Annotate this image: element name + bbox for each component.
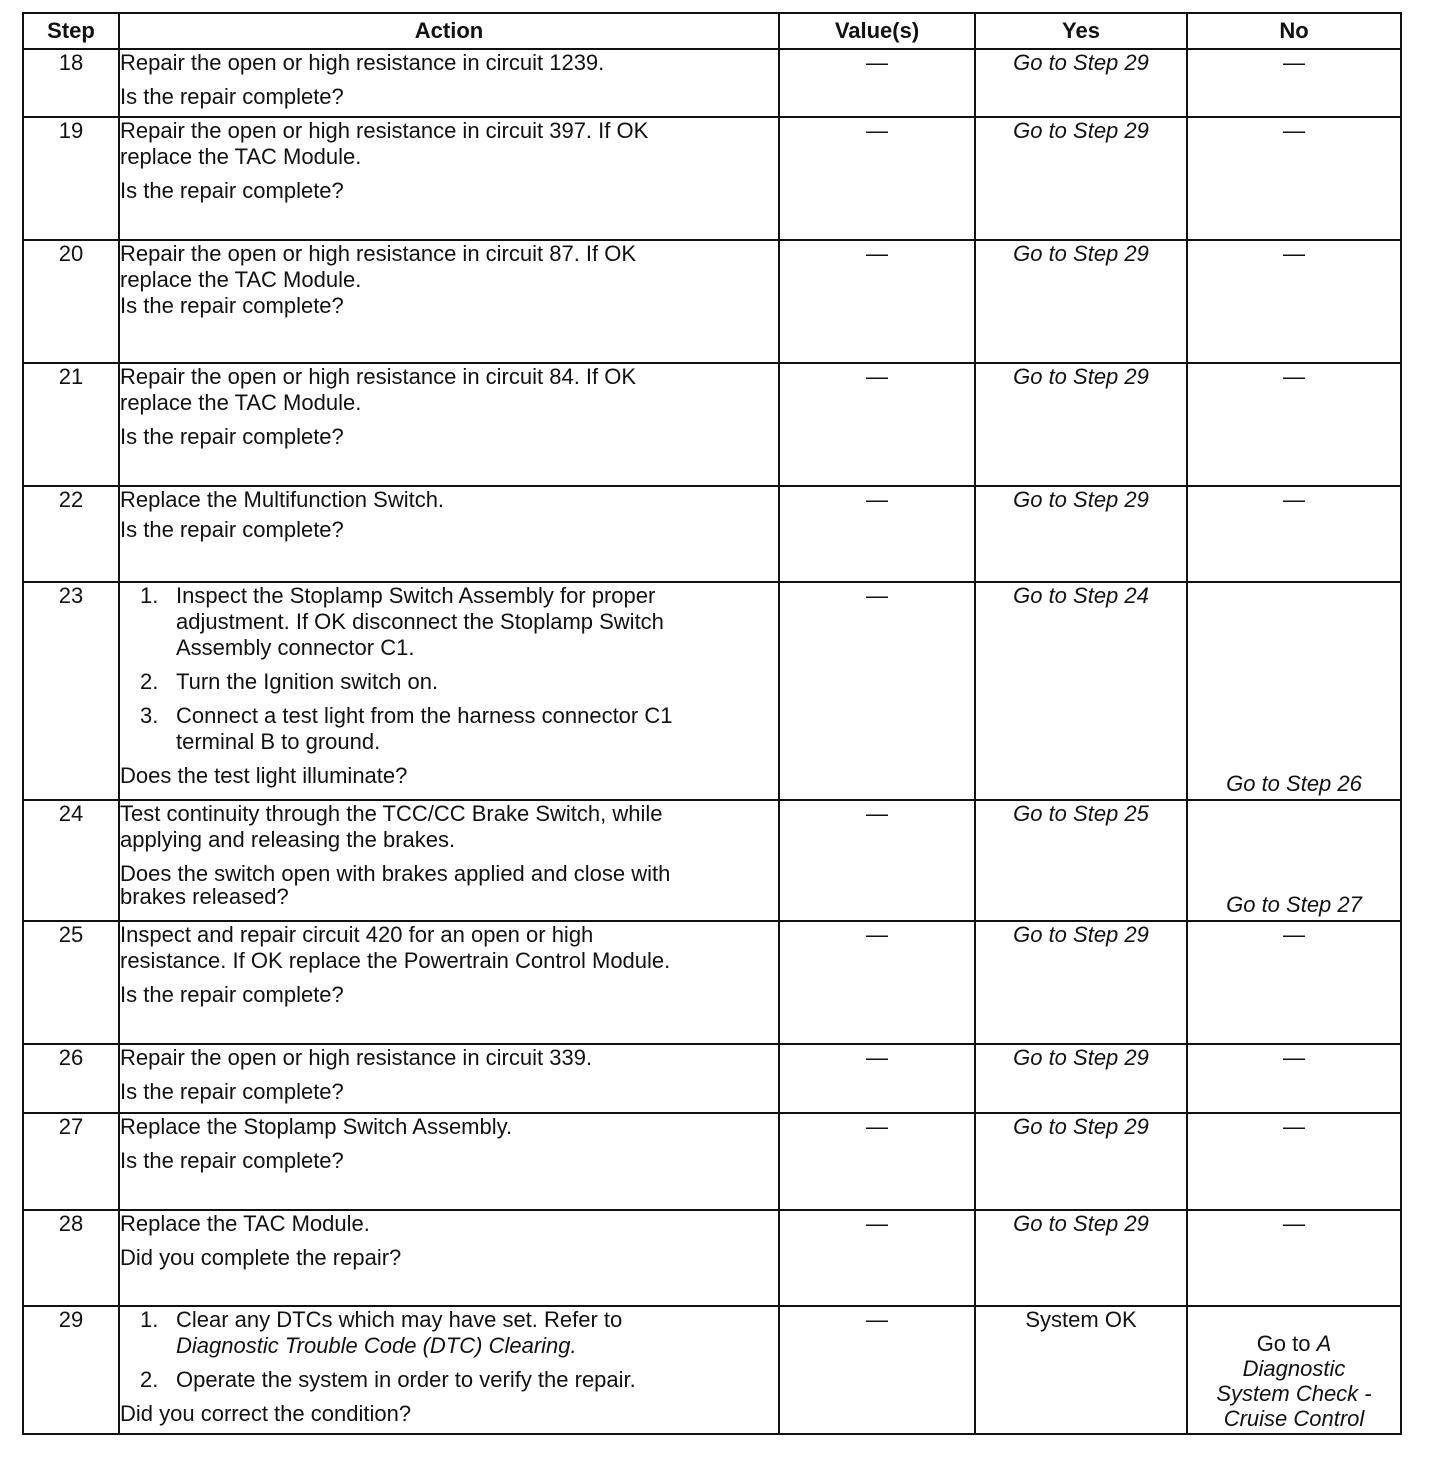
yes-cell: Go to Step 29 [975,363,1187,486]
no-cell: Go to Step 26 [1187,582,1401,800]
action-line: replace the TAC Module. [120,267,362,292]
action-line: Replace the Stoplamp Switch Assembly. [120,1114,513,1139]
action-line: Replace the TAC Module. [120,1211,370,1236]
action-question: Is the repair complete? [120,982,344,1007]
action-question: Is the repair complete? [120,293,344,318]
action-cell [119,582,779,800]
list-number: 1. [140,583,159,608]
no-cell: Go to Step 27 [1187,800,1401,921]
list-item [120,1367,778,1393]
action-line: Repair the open or high resistance in circuit 87. If OK [120,241,637,266]
action-cell [119,240,779,363]
yes-cell: Go to Step 29 [975,1113,1187,1210]
value-cell: — [779,117,975,240]
no-goto-line [1188,1331,1400,1356]
table-row [23,117,1401,240]
no-goto-prefix: Go to [1256,1331,1317,1356]
header-action: Action [119,13,779,49]
step-number: 29 [23,1306,119,1434]
list-line: Inspect the Stoplamp Switch Assembly for proper [176,583,656,608]
list-line: Connect a test light from the harness connector C1 [176,703,673,728]
header-row [23,13,1401,49]
action-line: resistance. If OK replace the Powertrain Control Module. [120,948,671,973]
no-cell [1187,1306,1401,1434]
action-cell [119,117,779,240]
step-number: 22 [23,486,119,582]
numbered-list [120,583,778,755]
value-cell: — [779,921,975,1044]
action-question: Did you complete the repair? [120,1245,402,1270]
value-cell: — [779,240,975,363]
action-line: Repair the open or high resistance in circuit 397. If OK [120,118,649,143]
action-question: Is the repair complete? [120,1148,344,1173]
step-number: 19 [23,117,119,240]
value-cell: — [779,1044,975,1113]
list-item [120,583,778,661]
no-goto-line: System Check - [1216,1381,1372,1406]
table-row [23,800,1401,921]
table-row [23,363,1401,486]
action-cell [119,486,779,582]
value-cell: — [779,582,975,800]
header-step: Step [23,13,119,49]
table-row [23,1044,1401,1113]
table-row [23,240,1401,363]
step-number: 26 [23,1044,119,1113]
step-number: 21 [23,363,119,486]
list-line: Clear any DTCs which may have set. Refer to [176,1307,623,1332]
yes-cell: Go to Step 29 [975,1210,1187,1306]
table-row [23,921,1401,1044]
yes-cell: System OK [975,1306,1187,1434]
action-cell [119,1210,779,1306]
no-cell: — [1187,49,1401,117]
value-cell: — [779,49,975,117]
no-cell: — [1187,486,1401,582]
action-line: Repair the open or high resistance in circuit 1239. [120,50,605,75]
action-question: Is the repair complete? [120,424,344,449]
yes-cell: Go to Step 29 [975,486,1187,582]
list-number: 2. [140,669,159,694]
table-row [23,486,1401,582]
action-cell [119,921,779,1044]
action-line: Repair the open or high resistance in circuit 84. If OK [120,364,637,389]
diagnostic-table [22,12,1402,1435]
action-cell [119,1044,779,1113]
header-values: Value(s) [779,13,975,49]
list-line: Assembly connector C1. [176,635,415,660]
dtc-clearing-reference: Diagnostic Trouble Code (DTC) Clearing. [176,1333,577,1358]
action-question: Does the test light illuminate? [120,763,408,788]
action-question: Did you correct the condition? [120,1401,412,1426]
table-row [23,1113,1401,1210]
action-cell [119,363,779,486]
action-question: Is the repair complete? [120,84,344,109]
list-number: 2. [140,1367,159,1392]
list-number: 1. [140,1307,159,1332]
yes-cell: Go to Step 29 [975,240,1187,363]
list-line: Turn the Ignition switch on. [176,669,439,694]
header-yes: Yes [975,13,1187,49]
header-no: No [1187,13,1401,49]
no-cell: — [1187,240,1401,363]
no-cell: — [1187,117,1401,240]
no-cell: — [1187,363,1401,486]
action-question: Is the repair complete? [120,178,344,203]
list-line: Operate the system in order to verify the repair. [176,1367,636,1392]
action-question: brakes released? [120,884,289,909]
step-number: 25 [23,921,119,1044]
no-goto-a: A [1316,1331,1332,1356]
no-cell: — [1187,921,1401,1044]
action-question: Does the switch open with brakes applied and close with [120,861,671,886]
no-cell: — [1187,1044,1401,1113]
step-number: 28 [23,1210,119,1306]
list-number: 3. [140,703,159,728]
action-question: Is the repair complete? [120,517,344,542]
action-line: Replace the Multifunction Switch. [120,487,445,512]
value-cell: — [779,1113,975,1210]
yes-cell: Go to Step 25 [975,800,1187,921]
table-row [23,1210,1401,1306]
yes-cell: Go to Step 24 [975,582,1187,800]
list-line: adjustment. If OK disconnect the Stoplamp Switch [176,609,664,634]
list-item [120,703,778,755]
yes-cell: Go to Step 29 [975,49,1187,117]
action-line: Repair the open or high resistance in circuit 339. [120,1045,593,1070]
action-cell [119,1306,779,1434]
action-line: applying and releasing the brakes. [120,827,456,852]
no-cell: — [1187,1210,1401,1306]
table-row [23,582,1401,800]
action-question: Is the repair complete? [120,1079,344,1104]
table-row [23,49,1401,117]
no-goto-line: Cruise Control [1223,1406,1365,1431]
value-cell: — [779,363,975,486]
value-cell: — [779,800,975,921]
table-row [23,1306,1401,1434]
value-cell: — [779,1306,975,1434]
yes-cell: Go to Step 29 [975,117,1187,240]
value-cell: — [779,486,975,582]
action-cell [119,49,779,117]
step-number: 27 [23,1113,119,1210]
action-line: Test continuity through the TCC/CC Brake Switch, while [120,801,663,826]
step-number: 24 [23,800,119,921]
no-cell: — [1187,1113,1401,1210]
yes-cell: Go to Step 29 [975,1044,1187,1113]
list-item [120,1307,778,1359]
step-number: 23 [23,582,119,800]
action-line: replace the TAC Module. [120,390,362,415]
list-item [120,669,778,695]
action-line: Inspect and repair circuit 420 for an open or high [120,922,594,947]
numbered-list [120,1307,778,1393]
yes-cell: Go to Step 29 [975,921,1187,1044]
step-number: 20 [23,240,119,363]
value-cell: — [779,1210,975,1306]
action-cell [119,1113,779,1210]
action-cell [119,800,779,921]
list-line: terminal B to ground. [176,729,381,754]
action-line: replace the TAC Module. [120,144,362,169]
no-goto-line: Diagnostic [1242,1356,1346,1381]
step-number: 18 [23,49,119,117]
